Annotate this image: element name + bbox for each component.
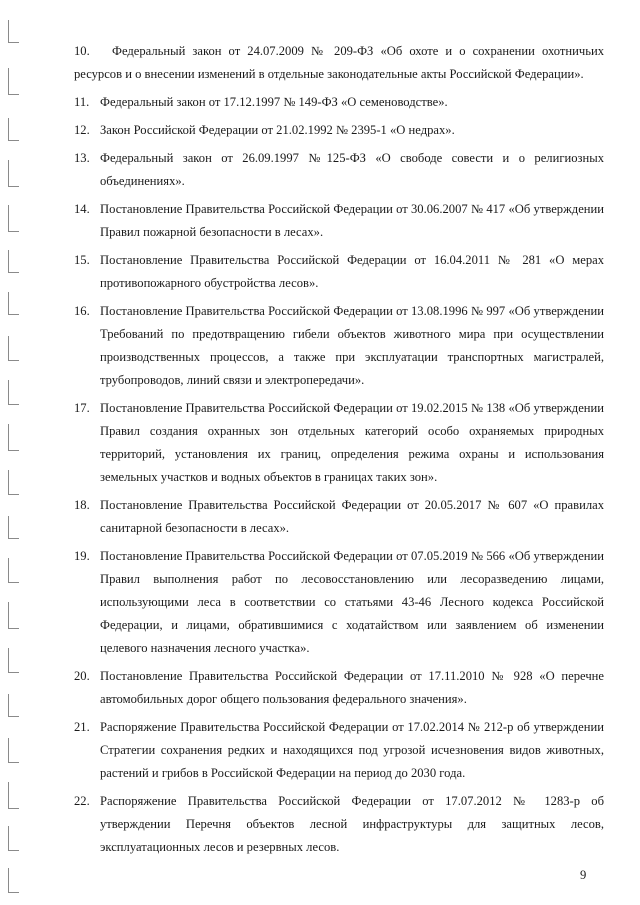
item-number: 14. bbox=[74, 202, 90, 216]
item-text: Постановление Правительства Российской Федерации от 07.05.2019 № 566 «Об утверждении Правил выполнения работ по лесовосстановлению или лесоразведению лицами, использующими леса в соответствии со статьями 43-46 Лесного кодекса Российской Федерации, и лицами, обратившимися с ходатайством или заявлением об изменении целевого назначения лесного участка». bbox=[100, 549, 604, 655]
item-text: Постановление Правительства Российской Федерации от 20.05.2017 № 607 «О правилах санитарной безопасности в лесах». bbox=[100, 498, 604, 535]
page-number: 9 bbox=[580, 868, 587, 882]
list-item bbox=[74, 545, 604, 660]
item-text: Постановление Правительства Российской Федерации от 17.11.2010 № 928 «О перечне автомобильных дорог общего пользования федерального значения». bbox=[100, 669, 604, 706]
item-number: 19. bbox=[74, 549, 90, 563]
list-item bbox=[74, 397, 604, 489]
item-number: 20. bbox=[74, 669, 90, 683]
binding-marks bbox=[8, 0, 22, 905]
list-item bbox=[74, 119, 604, 142]
item-text: Закон Российской Федерации от 21.02.1992 № 2395-1 «О недрах». bbox=[100, 123, 455, 137]
item-number: 22. bbox=[74, 794, 90, 808]
item-number: 21. bbox=[74, 720, 90, 734]
item-text: Постановление Правительства Российской Федерации от 13.08.1996 № 997 «Об утверждении Требований по предотвращению гибели объектов животного мира при осуществлении производственных процессов, а также при эксплуатации транспортных магистралей, трубопроводов, линий связи и электропередачи». bbox=[100, 304, 604, 387]
list-item bbox=[74, 198, 604, 244]
item-text: Федеральный закон от 26.09.1997 №125-ФЗ «О свободе совести и о религиозных объединениях». bbox=[100, 151, 604, 188]
item-number: 17. bbox=[74, 401, 90, 415]
item-text: Постановление Правительства Российской Федерации от 30.06.2007 № 417 «Об утверждении Правил пожарной безопасности в лесах». bbox=[100, 202, 604, 239]
item-text: Распоряжение Правительства Российской Федерации от 17.02.2014 № 212-р об утверждении Стратегии сохранения редких и находящихся под угрозой исчезновения видов животных, растений и грибов в Российской Федерации на период до 2030 года. bbox=[100, 720, 604, 780]
item-text: Федеральный закон от 17.12.1997 № 149-ФЗ «О семеноводстве». bbox=[100, 95, 448, 109]
list-item bbox=[74, 40, 604, 86]
legal-acts-list bbox=[74, 40, 604, 864]
list-item bbox=[74, 300, 604, 392]
list-item bbox=[74, 665, 604, 711]
item-text: Распоряжение Правительства Российской Федерации от 17.07.2012 № 1283-р об утверждении Перечня объектов лесной инфраструктуры для защитных лесов, эксплуатационных лесов и резервных лесов. bbox=[100, 794, 604, 854]
item-number: 12. bbox=[74, 123, 90, 137]
item-text: Постановление Правительства Российской Федерации от 19.02.2015 № 138 «Об утверждении Правил создания охранных зон отдельных категорий особо охраняемых природных территорий, установления их границ, определения режима охраны и использования земельных участков и водных объектов в границах таких зон». bbox=[100, 401, 604, 484]
list-item bbox=[74, 790, 604, 859]
item-text: Федеральный закон от 24.07.2009 № 209-ФЗ «Об охоте и о сохранении охотничьих ресурсов и о внесении изменений в отдельные законодательные акты Российской Федерации». bbox=[74, 44, 604, 81]
list-item bbox=[74, 249, 604, 295]
list-item bbox=[74, 716, 604, 785]
list-item bbox=[74, 494, 604, 540]
list-item bbox=[74, 147, 604, 193]
item-text: Постановление Правительства Российской Федерации от 16.04.2011 № 281 «О мерах противопожарного обустройства лесов». bbox=[100, 253, 604, 290]
item-number: 18. bbox=[74, 498, 90, 512]
list-item bbox=[74, 91, 604, 114]
item-number: 13. bbox=[74, 151, 90, 165]
item-number: 10. bbox=[74, 44, 90, 58]
item-number: 16. bbox=[74, 304, 90, 318]
item-number: 11. bbox=[74, 95, 90, 109]
item-number: 15. bbox=[74, 253, 90, 267]
